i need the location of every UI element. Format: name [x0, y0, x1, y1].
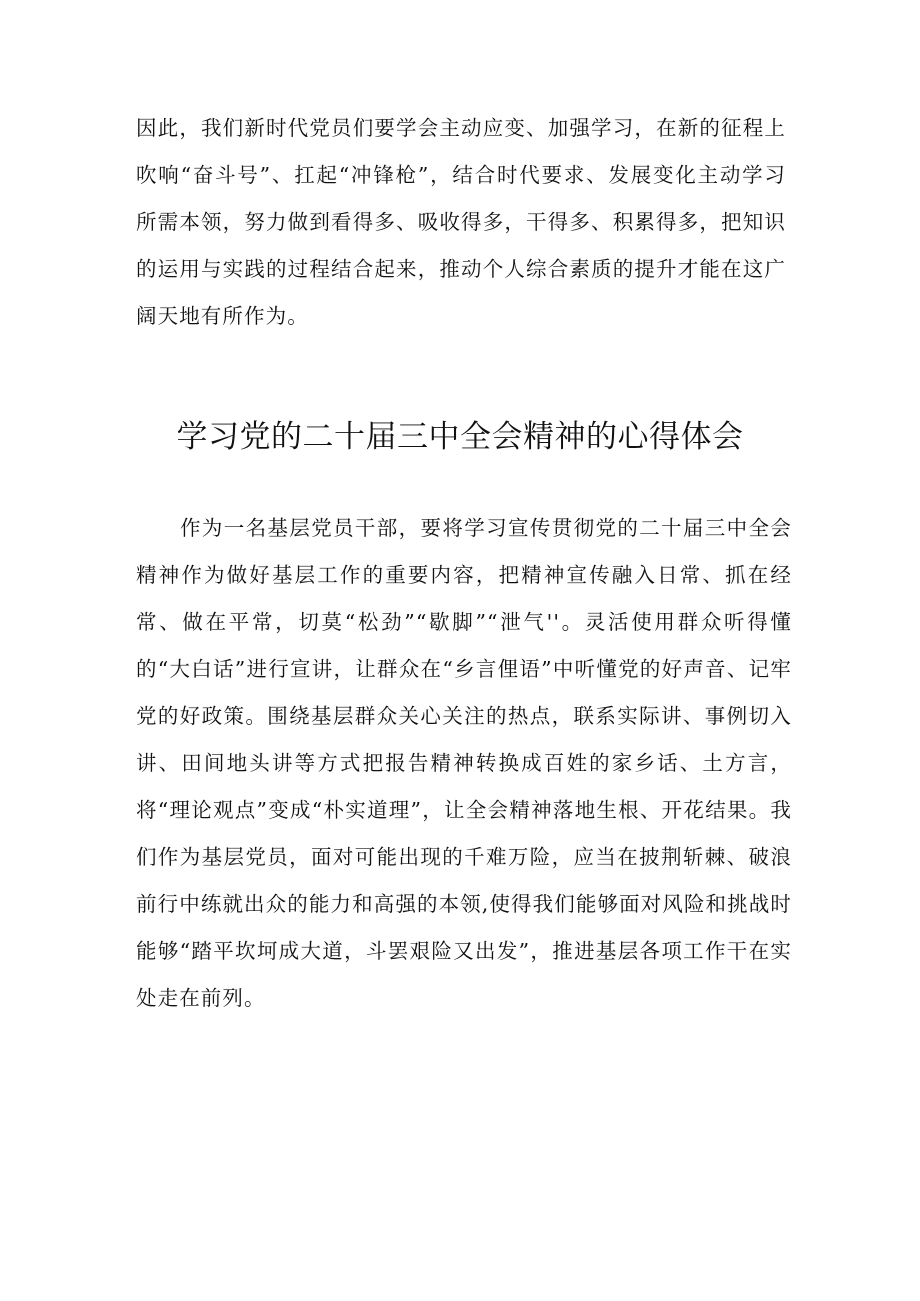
paragraph-body: 作为一名基层党员干部，要将学习宣传贯彻党的二十届三中全会精神作为做好基层工作的重要内容，把精神宣传融入日常、抓在经常、做在平常，切莫“松劲”“歇脚”“泄气''。灵活使用群众听得懂的“大白话”进行宣讲，让群众在“乡言俚语”中听懂党的好声音、记牢党的好政策。围绕基层群众关心关注的热点，联系实际讲、事例切入讲、田间地头讲等方式把报告精神转换成百姓的家乡话、土方言，将“理论观点”变成“朴实道理”，让全会精神落地生根、开花结果。我们作为基层党员，面对可能出现的千难万险，应当在披荆斩棘、破浪前行中练就出众的能力和高强的本领,使得我们能够面对风险和挑战时能够“踏平坎坷成大道，斗罢艰险又出发”，推进基层各项工作干在实处走在前列。 [136, 516, 792, 1010]
paragraph-intro: 因此，我们新时代党员们要学会主动应变、加强学习，在新的征程上吹响“奋斗号”、扛起“冲锋枪”，结合时代要求、发展变化主动学习所需本领，努力做到看得多、吸收得多，干得多、积累得多，把知识的运用与实践的过程结合起来，推动个人综合素质的提升才能在这广阔天地有所作为。 [136, 116, 786, 328]
section-heading: 学习党的二十届三中全会精神的心得体会 [176, 419, 744, 455]
